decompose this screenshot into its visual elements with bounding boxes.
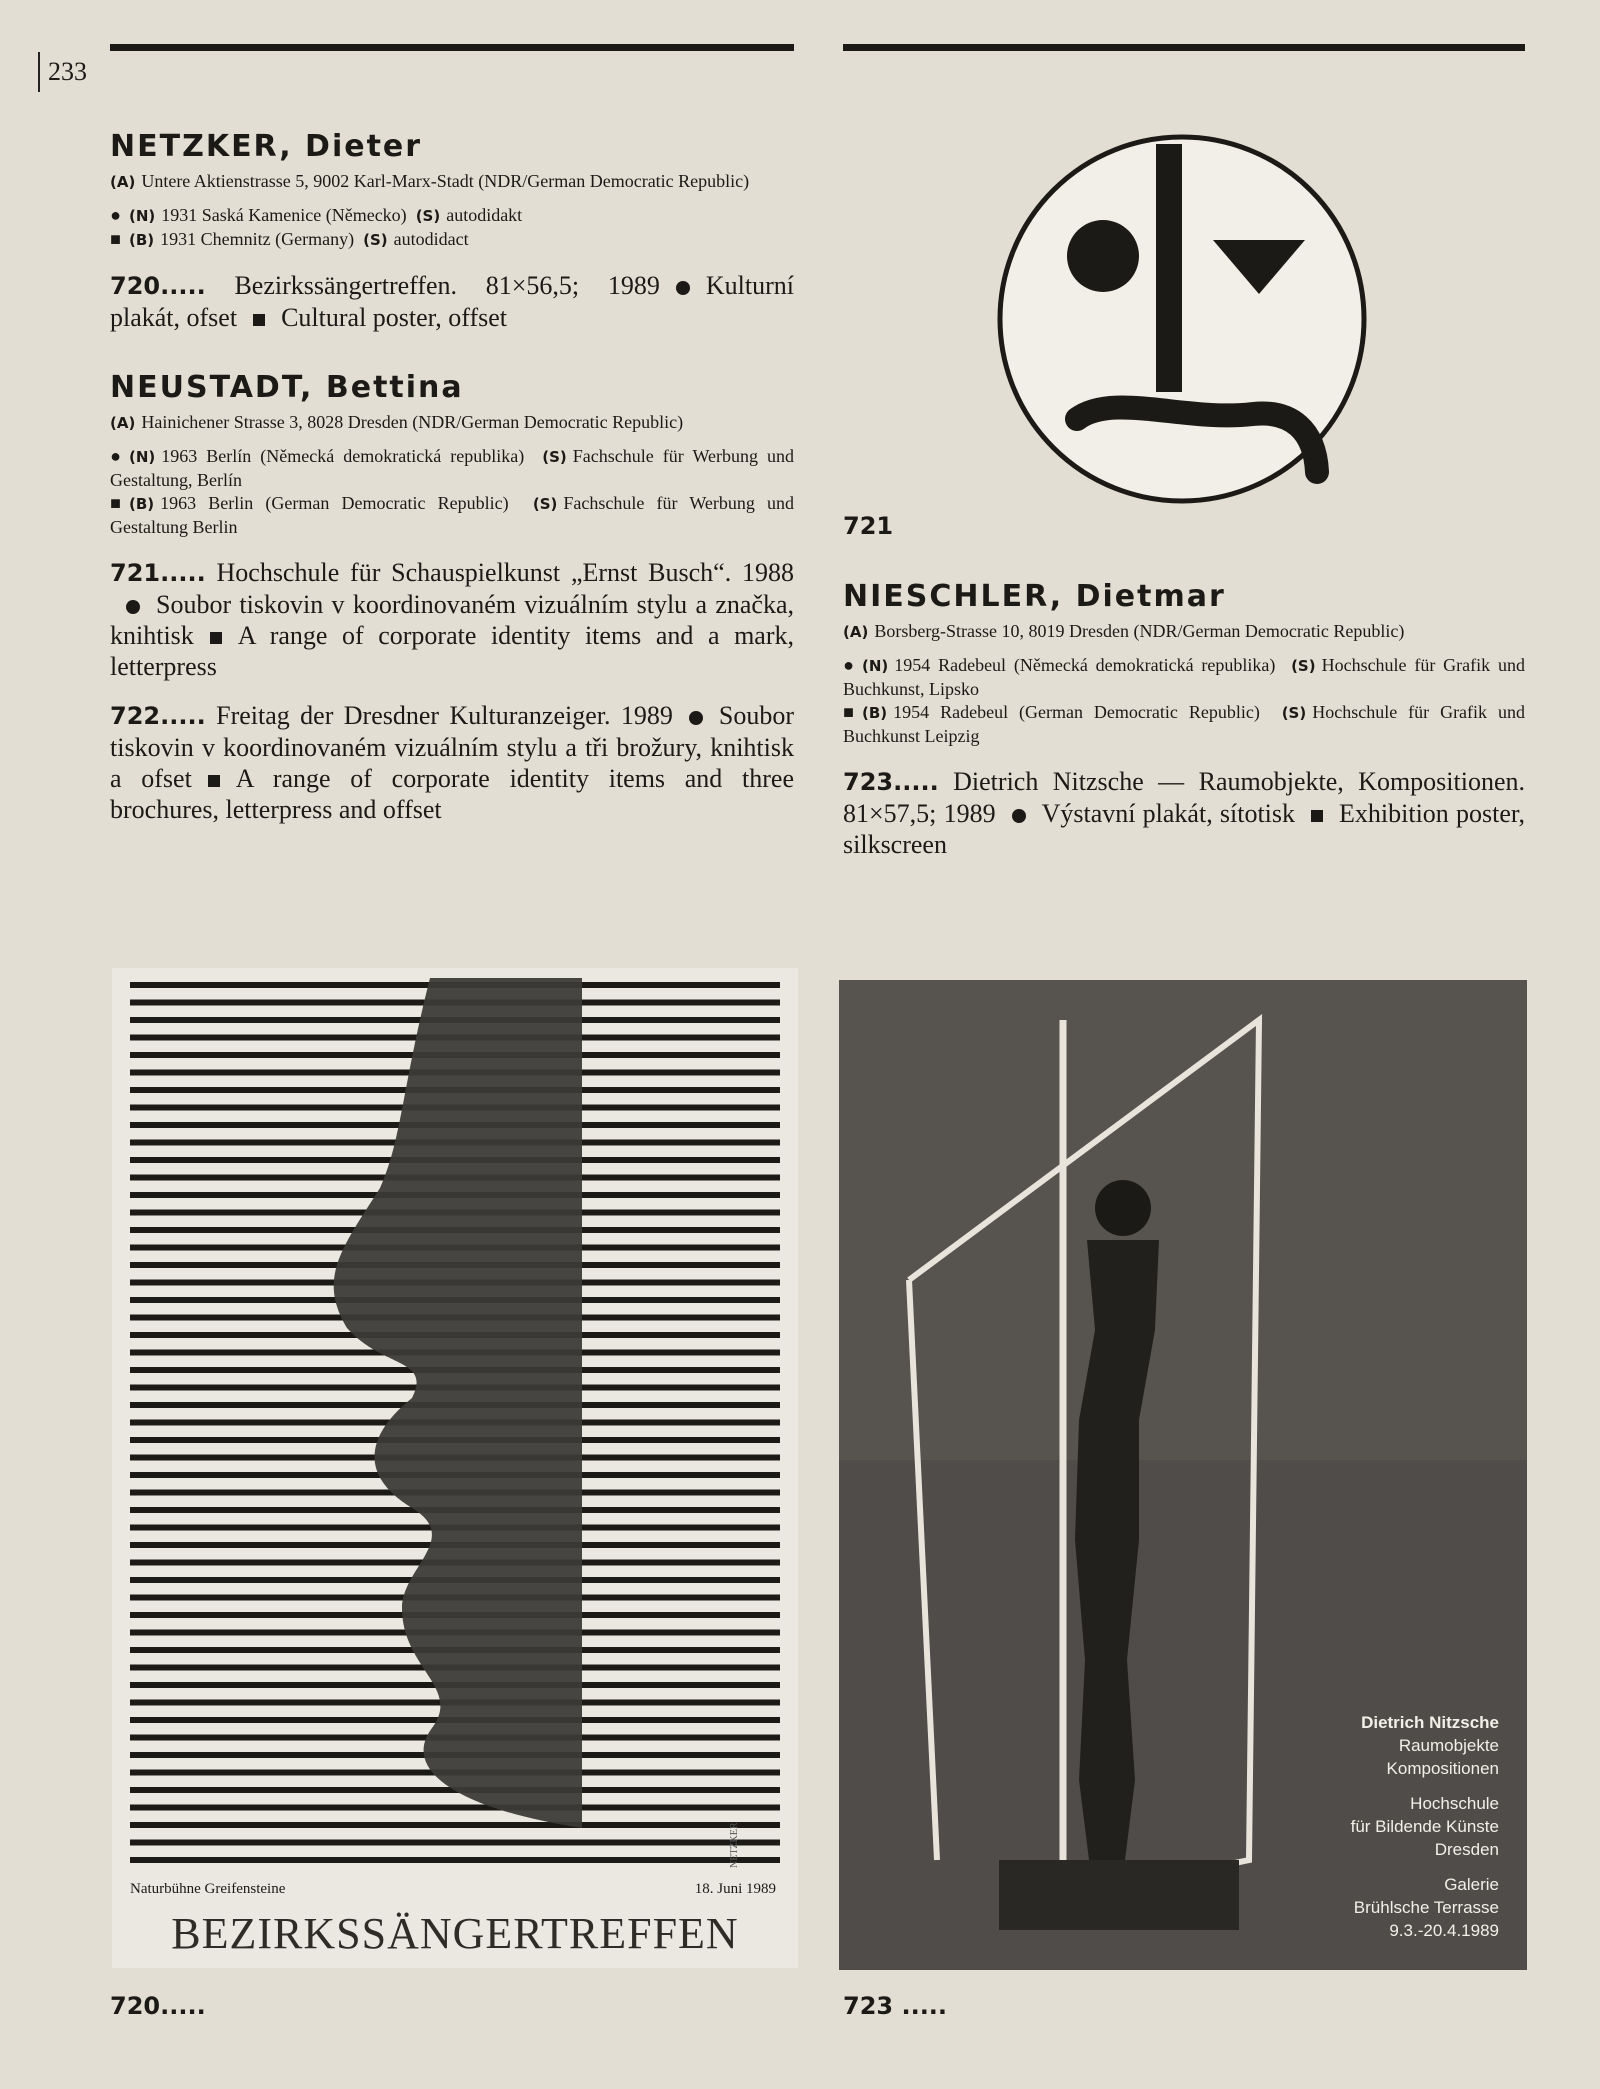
logo-nose-bar bbox=[1156, 144, 1182, 392]
bio-line: ● (N) 1931 Saská Kamenice (Německo) (S) autodidakt bbox=[110, 205, 523, 225]
logo-721-mark bbox=[995, 132, 1370, 517]
poster-723-text-line: Kompositionen bbox=[1386, 1759, 1499, 1778]
bio bbox=[110, 445, 794, 539]
work-720: 720..... Bezirkssängertreffen. 81×56,5; 1989 Kulturní plakát, ofset Cultural poster, offset bbox=[110, 271, 794, 332]
poster-720 bbox=[112, 968, 798, 1968]
poster-720-stripe bbox=[130, 1805, 780, 1811]
poster-720-date: 18. Juni 1989 bbox=[694, 1881, 776, 1897]
poster-720-stripe bbox=[130, 1857, 780, 1863]
bio bbox=[110, 204, 794, 252]
work-722: 722..... Freitag der Dresdner Kulturanzeiger. 1989 Soubor tiskovin v koordinovaném vizuálním stylu a tři brožury, knihtisk a ofset A range of corporate identity items and three brochures, letterpress and offset bbox=[110, 701, 795, 824]
entry-nieschler bbox=[843, 578, 1525, 860]
poster-723-text-line: für Bildende Künste bbox=[1350, 1817, 1499, 1836]
poster-720-caption: 720..... bbox=[110, 1992, 206, 2020]
square-bullet-icon bbox=[210, 632, 222, 644]
square-bullet-icon bbox=[208, 775, 220, 787]
poster-723-text-line: Hochschule bbox=[1410, 1794, 1499, 1813]
round-bullet-icon bbox=[689, 711, 703, 725]
poster-720-venue: Naturbühne Greifensteine bbox=[130, 1881, 286, 1897]
poster-723-text-line: Galerie bbox=[1444, 1875, 1499, 1894]
work-723: 723..... Dietrich Nitzsche — Raumobjekte, Kompositionen. 81×57,5; 1989 Výstavní plakát, sítotisk Exhibition poster, silkscreen bbox=[843, 767, 1526, 859]
bio bbox=[843, 654, 1525, 748]
artist-name: NIESCHLER, Dietmar bbox=[843, 579, 1226, 614]
poster-720-signature: NETZKER bbox=[729, 1822, 740, 1868]
round-bullet-icon bbox=[1012, 809, 1026, 823]
page-number: 233 bbox=[38, 52, 87, 92]
bio-line: ● (N) 1954 Radebeul (Německá demokratická republika) (S) Hochschule für Grafik und Buchkunst, Lipsko bbox=[843, 655, 1525, 699]
top-rule-left bbox=[110, 44, 794, 51]
artist-name: NEUSTADT, Bettina bbox=[110, 370, 464, 405]
round-bullet-icon bbox=[126, 600, 140, 614]
bio-line: ■ (B) 1954 Radebeul (German Democratic Republic) (S) Hochschule für Grafik und Buchkunst Leipzig bbox=[843, 702, 1525, 746]
poster-723-caption: 723 ..... bbox=[843, 1992, 948, 2020]
work-721: 721..... Hochschule für Schauspielkunst „Ernst Busch“. 1988Soubor tiskovin v koordinovaném vizuálním stylu a značka, knihtisk A range of corporate identity items and a mark, letterpress bbox=[110, 558, 795, 681]
round-bullet-icon bbox=[676, 281, 690, 295]
poster-723-text-line: Dresden bbox=[1434, 1840, 1499, 1859]
address: (A) Untere Aktienstrasse 5, 9002 Karl-Marx-Stadt (NDR/German Democratic Republic) bbox=[110, 171, 750, 191]
bio-line: ■ (B) 1963 Berlin (German Democratic Republic) (S) Fachschule für Werbung und Gestaltung Berlin bbox=[110, 493, 794, 537]
poster-723-text-line: 9.3.-20.4.1989 bbox=[1389, 1921, 1499, 1940]
entry-netzker bbox=[110, 128, 794, 333]
artist-name: NETZKER, Dieter bbox=[110, 129, 423, 164]
poster-723-text-line: Dietrich Nitzsche bbox=[1361, 1713, 1499, 1732]
left-column bbox=[110, 128, 794, 861]
address: (A) Hainichener Strasse 3, 8028 Dresden (NDR/German Democratic Republic) bbox=[110, 412, 684, 432]
poster-720-stripe bbox=[130, 1822, 780, 1828]
address: (A) Borsberg-Strasse 10, 8019 Dresden (NDR/German Democratic Republic) bbox=[843, 621, 1405, 641]
entry-neustadt bbox=[110, 369, 794, 825]
poster-723-sphere bbox=[1095, 1180, 1151, 1236]
poster-723-text-line: Raumobjekte bbox=[1398, 1736, 1499, 1755]
poster-723 bbox=[839, 980, 1527, 1970]
right-column bbox=[843, 578, 1525, 896]
bio-line: ■ (B) 1931 Chemnitz (Germany) (S) autodidact bbox=[110, 229, 469, 249]
poster-723-text-line: Brühlsche Terrasse bbox=[1353, 1898, 1499, 1917]
poster-720-headline: BEZIRKSSÄNGERTREFFEN bbox=[171, 1909, 739, 1958]
top-rule-right bbox=[843, 44, 1525, 51]
logo-eye-left bbox=[1067, 220, 1139, 292]
square-bullet-icon bbox=[1311, 810, 1323, 822]
square-bullet-icon bbox=[253, 314, 265, 326]
poster-723-plinth bbox=[999, 1860, 1239, 1930]
logo-caption: 721 bbox=[843, 512, 894, 540]
poster-720-stripe bbox=[130, 1840, 780, 1846]
bio-line: ● (N) 1963 Berlín (Německá demokratická republika) (S) Fachschule für Werbung und Gestaltung, Berlín bbox=[110, 446, 795, 490]
